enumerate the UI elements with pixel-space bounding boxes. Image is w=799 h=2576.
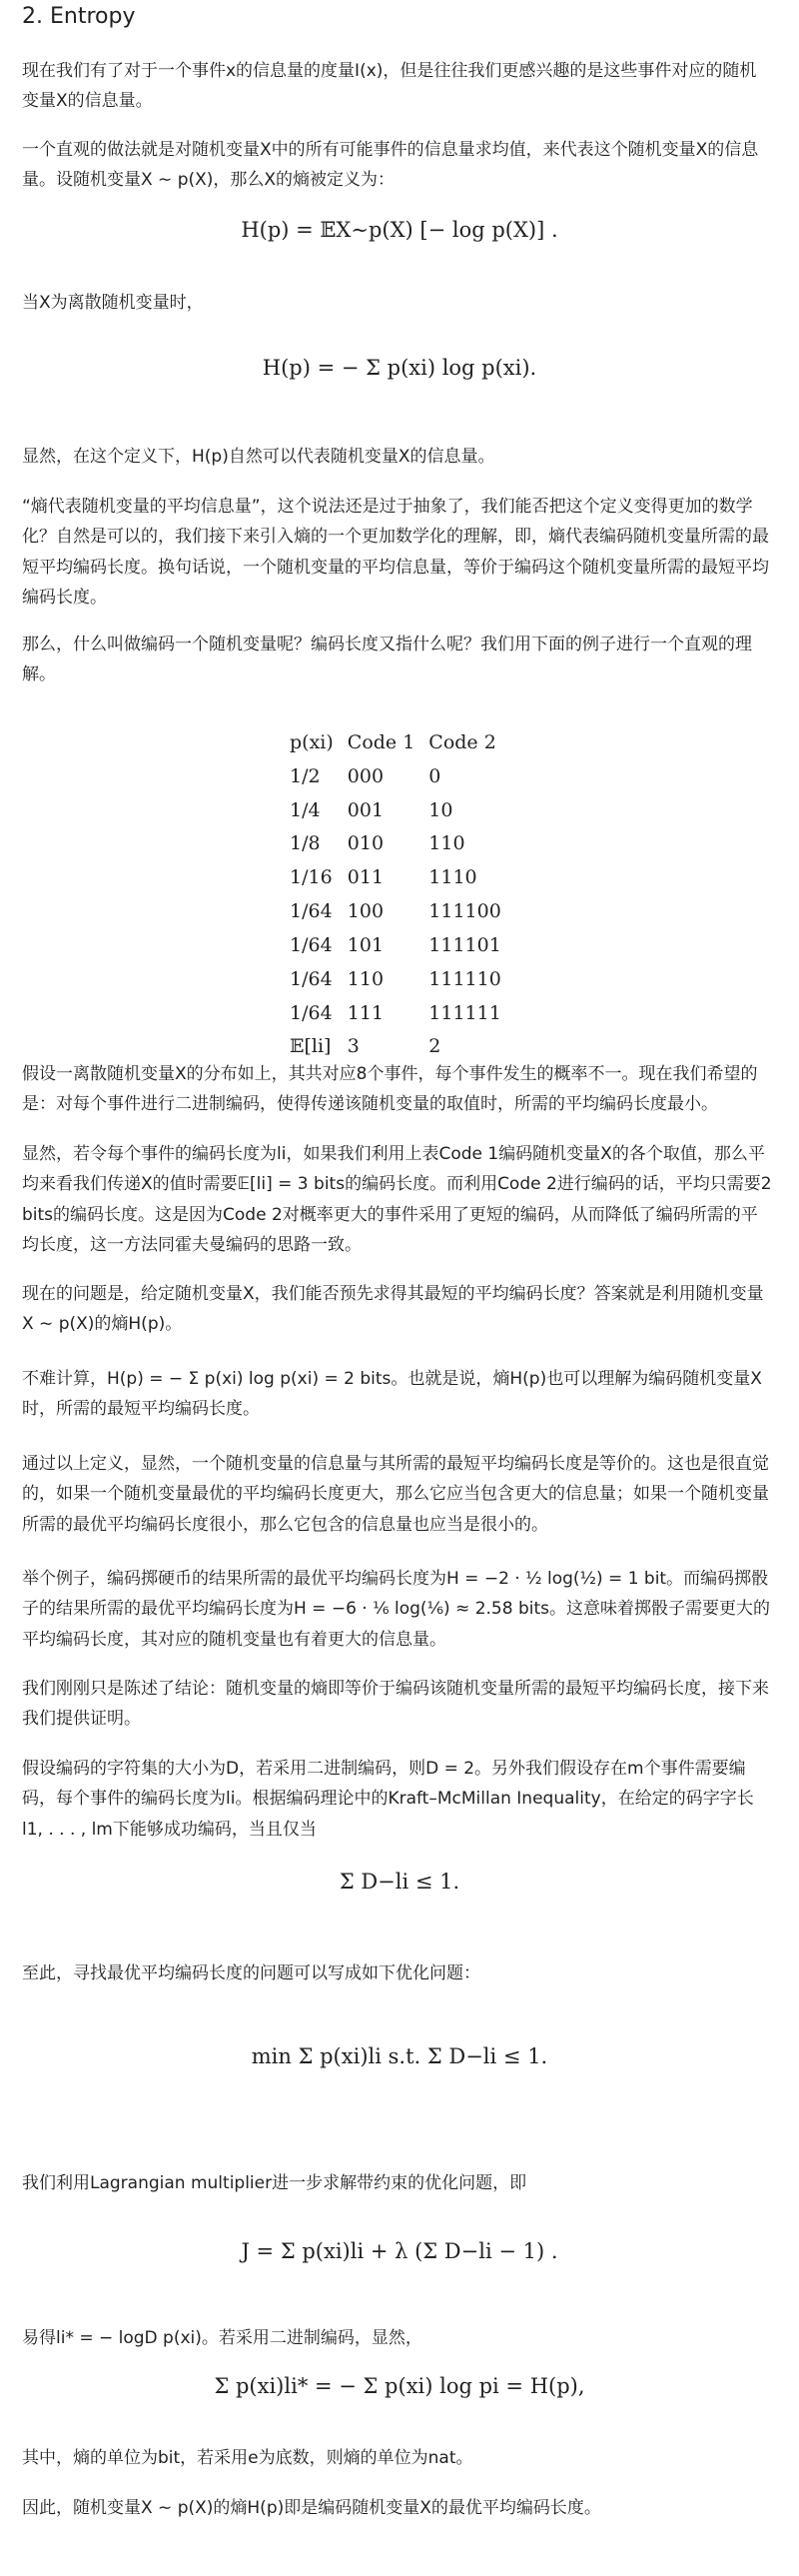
equation-lagrangian: J = Σ p(xi)li + λ (Σ D−li − 1) .: [241, 2239, 558, 2263]
table-row: [290, 861, 515, 895]
table-cell: 2: [428, 1035, 441, 1058]
table-cell: 111: [347, 1001, 385, 1024]
code-table-header: Code 2: [428, 731, 496, 753]
table-cell: 1/64: [290, 900, 333, 923]
code-table-header: Code 1: [347, 731, 415, 753]
table-row: [290, 997, 515, 1031]
table-cell: 1110: [428, 866, 477, 889]
code-table: [290, 726, 515, 1064]
paragraph-10: 不难计算，H(p) = − Σ p(xi) log p(xi) = 2 bits。也就是说，熵H(p)也可以理解为编码随机变量X时，所需的最短平均编码长度。: [22, 1369, 762, 1420]
table-cell: 111110: [428, 967, 501, 990]
table-cell: 1/16: [290, 866, 333, 889]
paragraph-17: 易得li* = − logD p(xi)。若采用二进制编码，显然，: [22, 2328, 422, 2348]
paragraph-5: “熵代表随机变量的平均信息量”，这个说法还是过于抽象了，我们能否把这个定义变得更加的数学化？自然是可以的，我们接下来引入熵的一个更加数学化的理解，即，熵代表编码随机变量所需的最短平均编码长度。换句话说，一个随机变量的平均信息量，等价于编码这个随机变量所需的最短平均编码长度。: [22, 497, 769, 608]
paragraph-6: 那么，什么叫做编码一个随机变量呢？编码长度又指什么呢？我们用下面的例子进行一个直观的理解。: [22, 635, 752, 685]
table-cell: 3: [347, 1035, 360, 1058]
table-row: [290, 827, 515, 861]
table-cell: 111101: [428, 933, 501, 956]
table-cell: 0: [428, 764, 441, 787]
paragraph-12: 举个例子，编码掷硬币的结果所需的最优平均编码长度为H = −2 · ½ log(½) = 1 bit。而编码掷骰子的结果所需的最优平均编码长度为H = −6 · ⅙ log(⅙) ≈ 2.58 bits。这意味着掷骰子需要更大的平均编码长度，其对应的随机变量也有着更大的信息量。: [22, 1569, 770, 1650]
table-cell: 1/2: [290, 764, 321, 787]
paragraph-7: 假设一离散随机变量X的分布如上，其共对应8个事件，每个事件发生的概率不一。现在我们希望的是：对每个事件进行二进制编码，使得传递该随机变量的取值时，所需的平均编码长度最小。: [22, 1064, 758, 1115]
paragraph-19: 因此，随机变量X ∼ p(X)的熵H(p)即是编码随机变量X的最优平均编码长度。: [22, 2498, 601, 2518]
table-cell: 010: [347, 832, 385, 855]
table-cell: 000: [347, 764, 385, 787]
table-cell: 1/8: [290, 832, 321, 855]
table-cell: 001: [347, 798, 385, 821]
paragraph-3: 当X为离散随机变量时，: [22, 293, 204, 313]
equation-entropy-discrete: H(p) = − Σ p(xi) log p(xi).: [262, 356, 537, 380]
table-cell: 1/64: [290, 933, 333, 956]
table-cell: 𝔼[li]: [290, 1035, 332, 1058]
table-cell: 111111: [428, 1001, 501, 1024]
paragraph-11: 通过以上定义，显然，一个随机变量的信息量与其所需的最短平均编码长度是等价的。这也是很直觉的，如果一个随机变量最优的平均编码长度更大，那么它应当包含更大的信息量；如果一个随机变量所需的最优平均编码长度很小，那么它包含的信息量也应当是很小的。: [22, 1454, 769, 1535]
table-cell: 100: [347, 900, 385, 923]
table-row: [290, 895, 515, 929]
table-cell: 111100: [428, 900, 501, 923]
table-cell: 1/4: [290, 798, 321, 821]
table-cell: 10: [428, 798, 453, 821]
equation-entropy-expectation: H(p) = 𝔼X∼p(X) [− log p(X)] .: [241, 218, 558, 242]
paragraph-1: 现在我们有了对于一个事件x的信息量的度量I(x)，但是往往我们更感兴趣的是这些事件对应的随机变量X的信息量。: [22, 61, 757, 112]
table-cell: 101: [347, 933, 385, 956]
paragraph-13: 我们刚刚只是陈述了结论：随机变量的熵即等价于编码该随机变量所需的最短平均编码长度，接下来我们提供证明。: [22, 1679, 769, 1730]
paragraph-14: 假设编码的字符集的大小为D，若采用二进制编码，则D = 2。另外我们假设存在m个事件需要编码，每个事件的编码长度为li。根据编码理论中的Kraft–McMillan Inequality，在给定的码字字长l1, . . . , lm下能够成功编码，当且仅当: [22, 1759, 754, 1840]
section-heading: 2. Entropy: [22, 4, 136, 29]
paragraph-18: 其中，熵的单位为bit，若采用e为底数，则熵的单位为nat。: [22, 2448, 473, 2468]
table-row: [290, 963, 515, 997]
equation-optimal-length: Σ p(xi)li* = − Σ p(xi) log pi = H(p),: [214, 2374, 585, 2398]
table-cell: 1/64: [290, 1001, 333, 1024]
table-cell: 011: [347, 866, 385, 889]
equation-kraft-inequality: Σ D−li ≤ 1.: [339, 1870, 460, 1894]
paragraph-4: 显然，在这个定义下，H(p)自然可以代表随机变量X的信息量。: [22, 447, 495, 467]
paragraph-16: 我们利用Lagrangian multiplier进一步求解带约束的优化问题，即: [22, 2173, 527, 2193]
table-row: [290, 794, 515, 828]
table-row: [290, 929, 515, 963]
paragraph-2: 一个直观的做法就是对随机变量X中的所有可能事件的信息量求均值，来代表这个随机变量X的信息量。设随机变量X ∼ p(X)，那么X的熵被定义为：: [22, 140, 759, 191]
paragraph-8: 显然，若令每个事件的编码长度为li，如果我们利用上表Code 1编码随机变量X的各个取值，那么平均来看我们传递X的值时需要𝔼[li] = 3 bits的编码长度。而利用Code 2进行编码的话，平均只需要2 bits的编码长度。这是因为Code 2对概率更大的事件采用了更短的编码，从而降低了编码所需的平均长度，这一方法同霍夫曼编码的思路一致。: [22, 1144, 772, 1255]
table-cell: 1/64: [290, 967, 333, 990]
code-table-header-row: [290, 726, 515, 760]
table-cell: 110: [347, 967, 385, 990]
table-row: [290, 760, 515, 794]
paragraph-15: 至此，寻找最优平均编码长度的问题可以写成如下优化问题：: [22, 1963, 480, 1983]
equation-optimization-problem: min Σ p(xi)li s.t. Σ D−li ≤ 1.: [251, 2044, 548, 2068]
table-cell: 110: [428, 832, 465, 855]
paragraph-9: 现在的问题是，给定随机变量X，我们能否预先求得其最短的平均编码长度？答案就是利用随机变量X ∼ p(X)的熵H(p)。: [22, 1284, 764, 1335]
code-table-header: p(xi): [290, 731, 334, 753]
